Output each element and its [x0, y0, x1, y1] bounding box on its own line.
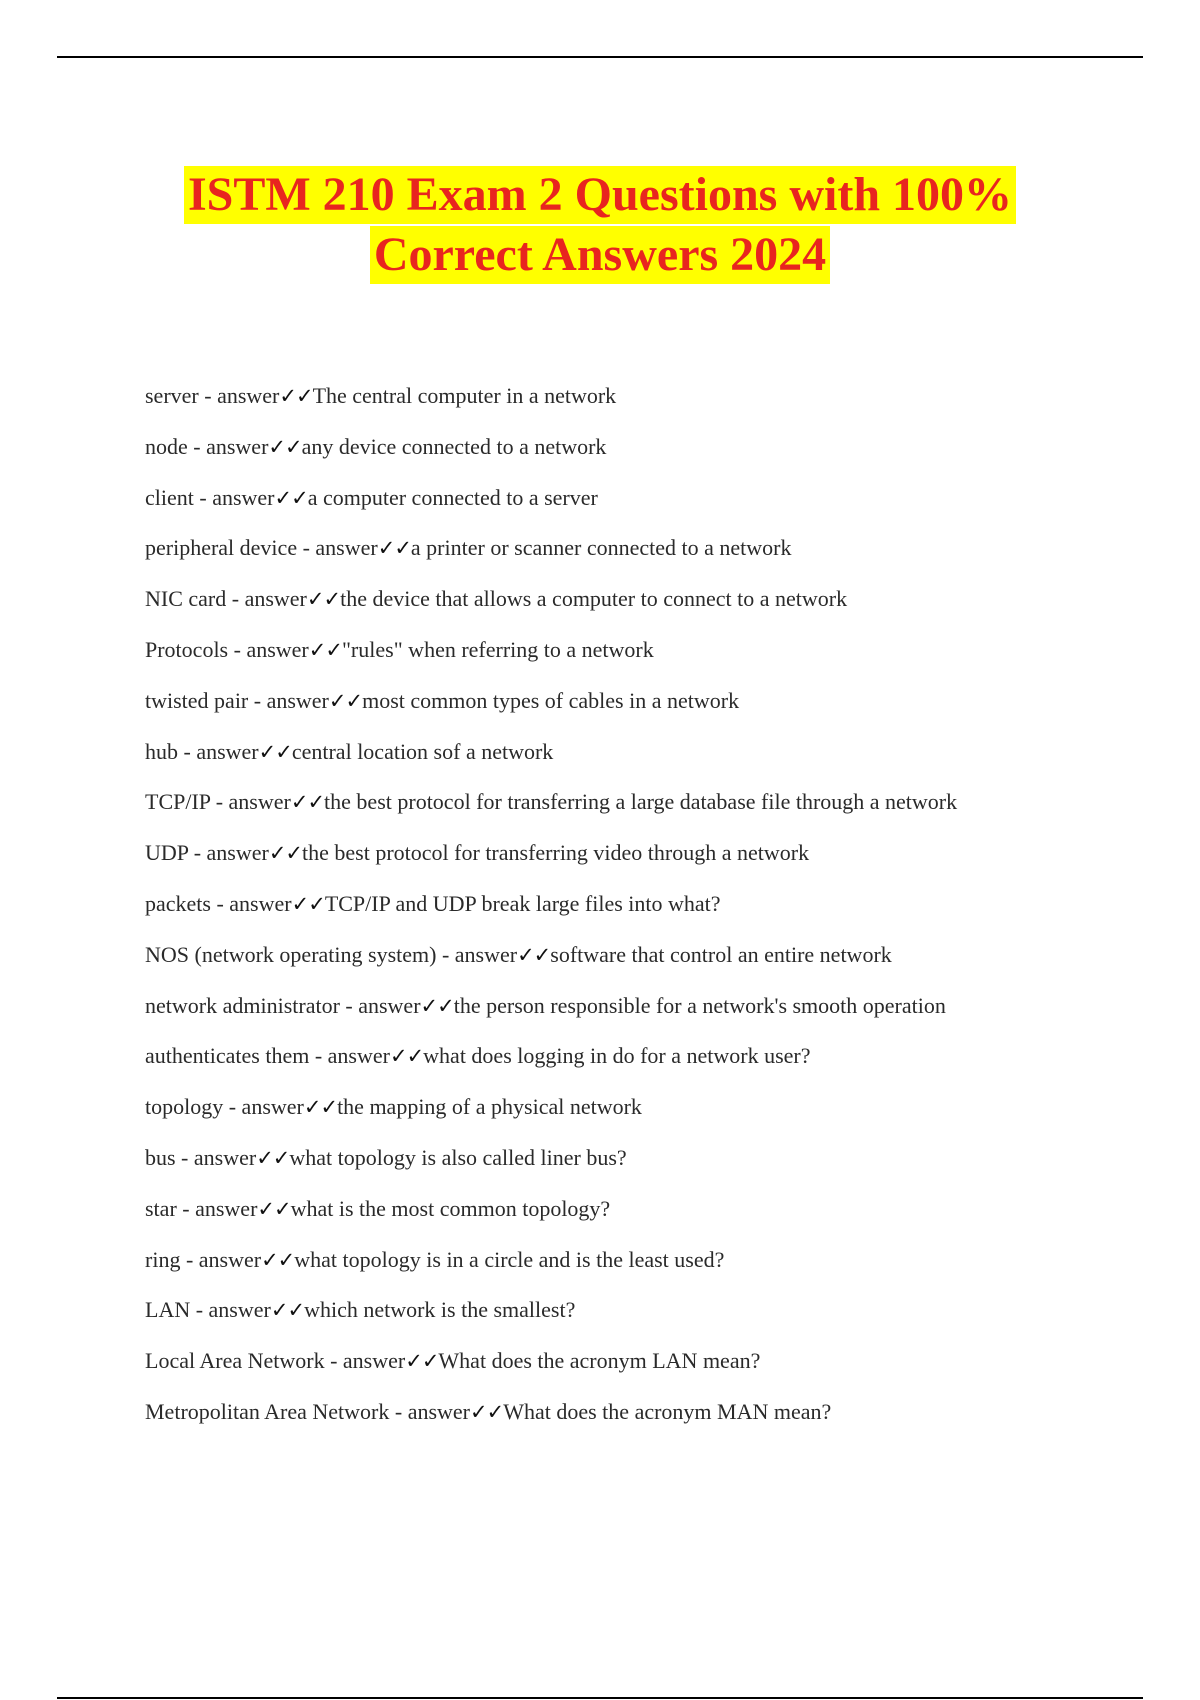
qa-item [145, 688, 1145, 714]
double-check-icon: ✓✓ [377, 536, 411, 561]
qa-answer: What does the acronym MAN mean? [503, 1398, 832, 1424]
double-check-icon: ✓✓ [268, 434, 302, 459]
qa-item [145, 1094, 1145, 1120]
double-check-icon: ✓✓ [303, 1095, 338, 1120]
qa-term: node - answer [145, 433, 269, 459]
qa-answer: the best protocol for transferring a large database file through a network [324, 789, 958, 815]
double-check-icon: ✓✓ [257, 1196, 291, 1221]
qa-item [145, 993, 1145, 1019]
qa-term: NOS (network operating system) - answer [145, 941, 518, 967]
qa-term: Protocols - answer [145, 636, 309, 662]
qa-item [145, 535, 1145, 561]
qa-answer: central location sof a network [291, 738, 554, 764]
double-check-icon: ✓✓ [306, 587, 341, 612]
qa-item [145, 942, 1145, 968]
qa-term: LAN - answer [145, 1297, 271, 1323]
double-check-icon: ✓✓ [328, 688, 363, 713]
qa-term: TCP/IP - answer [145, 789, 291, 815]
qa-item [145, 485, 1145, 511]
qa-answer: what topology is in a circle and is the least used? [294, 1246, 725, 1272]
qa-answer: any device connected to a network [301, 433, 607, 459]
double-check-icon: ✓✓ [420, 993, 454, 1018]
qa-term: twisted pair - answer [145, 687, 329, 713]
qa-term: NIC card - answer [145, 586, 307, 612]
double-check-icon: ✓✓ [279, 384, 313, 408]
qa-item [145, 1043, 1145, 1069]
qa-term: topology - answer [145, 1094, 304, 1120]
qa-answer: software that control an entire network [550, 941, 892, 967]
double-check-icon: ✓✓ [470, 1399, 504, 1424]
qa-term: client - answer [145, 484, 275, 510]
double-check-icon: ✓✓ [256, 1145, 290, 1170]
qa-item [145, 1145, 1145, 1171]
double-check-icon: ✓✓ [270, 1298, 305, 1323]
double-check-icon: ✓✓ [258, 739, 292, 764]
qa-answer: what topology is also called liner bus? [289, 1144, 627, 1170]
qa-item [145, 383, 1145, 409]
qa-item [145, 739, 1145, 765]
qa-answer: most common types of cables in a network [362, 687, 740, 713]
qa-answer: the best protocol for transferring video through a network [302, 840, 810, 866]
title-line-1: ISTM 210 Exam 2 Questions with 100% [184, 166, 1016, 224]
qa-item [145, 586, 1145, 612]
double-check-icon: ✓✓ [274, 485, 308, 510]
double-check-icon: ✓✓ [261, 1247, 295, 1272]
bottom-rule [57, 1697, 1143, 1699]
double-check-icon: ✓✓ [405, 1349, 439, 1374]
qa-answer: which network is the smallest? [304, 1297, 576, 1323]
qa-item [145, 840, 1145, 866]
qa-term: Metropolitan Area Network - answer [145, 1398, 471, 1424]
double-check-icon: ✓✓ [290, 790, 325, 815]
qa-term: peripheral device - answer [145, 535, 378, 561]
qa-item [145, 637, 1145, 663]
qa-term: authenticates them - answer [145, 1043, 390, 1069]
qa-answer: the device that allows a computer to connect to a network [340, 586, 848, 612]
qa-answer: a computer connected to a server [307, 484, 598, 510]
qa-answer: a printer or scanner connected to a network [410, 535, 792, 561]
qa-term: star - answer [145, 1195, 258, 1221]
double-check-icon: ✓✓ [308, 637, 342, 662]
qa-term: server - answer [145, 383, 280, 408]
double-check-icon: ✓✓ [291, 891, 325, 916]
qa-answer: "rules" when referring to a network [341, 636, 654, 662]
qa-answer: the mapping of a physical network [337, 1094, 642, 1120]
qa-term: bus - answer [145, 1144, 257, 1170]
qa-answer: the person responsible for a network's smooth operation [453, 992, 946, 1018]
qa-term: hub - answer [145, 738, 259, 764]
qa-answer: The central computer in a network [312, 383, 617, 408]
double-check-icon: ✓✓ [517, 942, 551, 967]
qa-item [145, 1348, 1145, 1374]
qa-term: UDP - answer [145, 840, 269, 866]
qa-answer: What does the acronym LAN mean? [438, 1348, 761, 1374]
qa-item [145, 1247, 1145, 1273]
qa-term: packets - answer [145, 890, 292, 916]
qa-item [145, 891, 1145, 917]
double-check-icon: ✓✓ [268, 841, 303, 866]
qa-list [145, 383, 1145, 1450]
document-title [0, 166, 1200, 286]
qa-item [145, 1399, 1145, 1425]
qa-answer: TCP/IP and UDP break large files into what? [324, 890, 721, 916]
qa-item [145, 1196, 1145, 1222]
title-line-2: Correct Answers 2024 [370, 226, 830, 284]
qa-answer: what does logging in do for a network user? [423, 1043, 811, 1069]
qa-term: Local Area Network - answer [145, 1348, 406, 1374]
double-check-icon: ✓✓ [389, 1044, 424, 1069]
qa-item [145, 1297, 1145, 1323]
top-rule [57, 56, 1143, 58]
qa-item [145, 434, 1145, 460]
qa-term: network administrator - answer [145, 992, 421, 1018]
qa-item [145, 789, 1145, 815]
qa-answer: what is the most common topology? [290, 1195, 611, 1221]
qa-term: ring - answer [145, 1246, 262, 1272]
